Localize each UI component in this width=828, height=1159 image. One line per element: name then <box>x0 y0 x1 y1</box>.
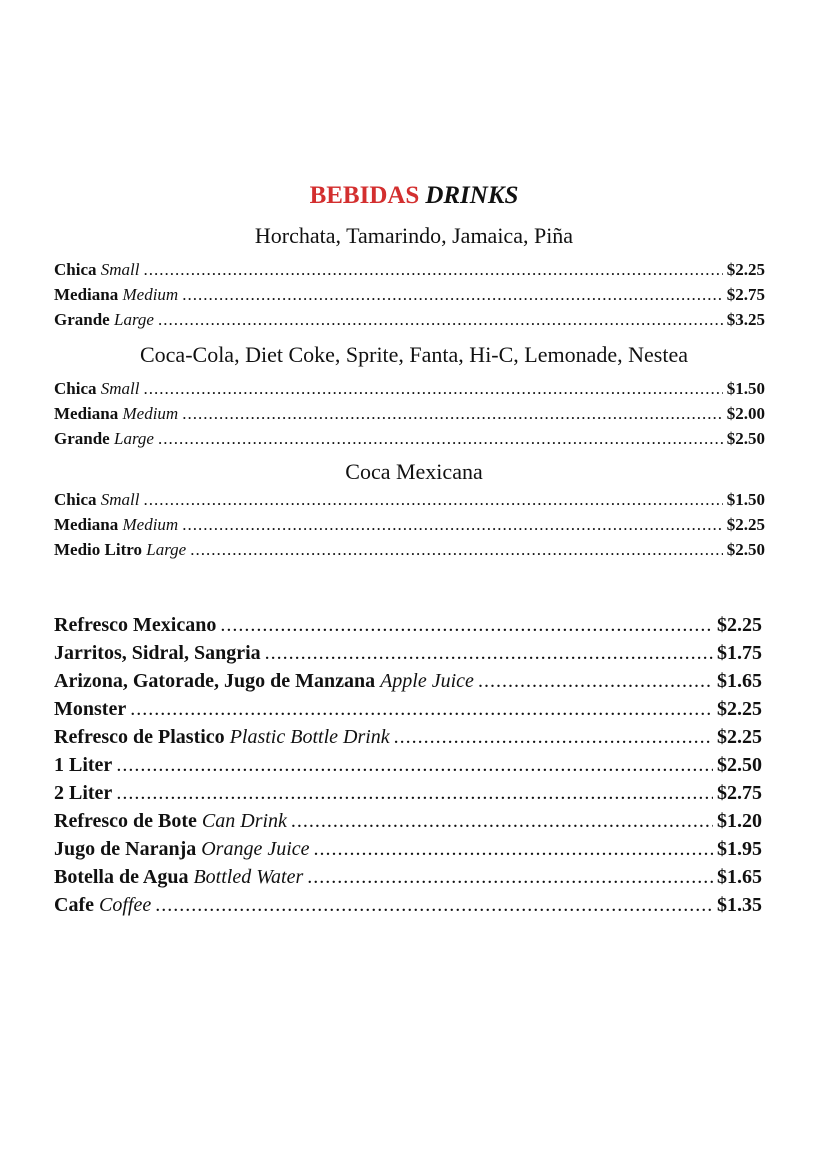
item-translation: Small <box>100 260 140 279</box>
item-name: Monster <box>54 698 127 720</box>
item-translation: Orange Juice <box>201 838 310 860</box>
item-translation: Large <box>146 540 187 559</box>
item-price: $2.25 <box>717 614 762 636</box>
dot-leader <box>116 751 713 779</box>
dot-leader <box>158 427 723 451</box>
menu-item-row <box>54 377 765 401</box>
item-translation: Large <box>113 429 154 448</box>
item-price: $2.00 <box>726 404 765 423</box>
section-heading-sodas: Coca-Cola, Diet Coke, Sprite, Fanta, Hi-C, Lemonade, Nestea <box>139 342 689 367</box>
item-price: $2.50 <box>726 540 765 559</box>
menu-item-row <box>54 427 765 451</box>
item-name: 2 Liter <box>54 782 113 804</box>
item-name: Chica <box>54 379 97 398</box>
item-name: Grande <box>54 310 110 329</box>
menu-item-row <box>54 488 765 512</box>
dot-leader <box>265 639 713 667</box>
menu-item-row <box>54 513 765 537</box>
item-translation: Can Drink <box>201 810 287 832</box>
dot-leader <box>182 402 723 426</box>
menu-item-row <box>54 863 762 891</box>
title-spanish: BEBIDAS <box>309 182 420 209</box>
menu-item-row <box>54 835 762 863</box>
menu-item-row <box>54 723 762 751</box>
menu-title <box>0 180 828 212</box>
dot-leader <box>307 863 713 891</box>
menu-item-row <box>54 283 765 307</box>
item-name: Botella de Agua <box>54 866 189 888</box>
item-name: Mediana <box>54 515 119 534</box>
item-price: $2.25 <box>726 515 765 534</box>
item-name: 1 Liter <box>54 754 113 776</box>
dot-leader <box>291 807 713 835</box>
menu-item-row <box>54 538 765 562</box>
dot-leader <box>143 377 722 401</box>
item-price: $2.50 <box>717 754 762 776</box>
dot-leader <box>143 488 722 512</box>
dot-leader <box>478 667 713 695</box>
menu-item-row <box>54 891 762 919</box>
item-price: $2.25 <box>726 260 765 279</box>
item-price: $1.75 <box>717 642 762 664</box>
title-english: DRINKS <box>425 182 519 209</box>
menu-item-row <box>54 667 762 695</box>
item-name: Refresco de Bote <box>54 810 197 832</box>
dot-leader <box>116 779 713 807</box>
item-price: $1.65 <box>717 866 762 888</box>
section-heading-coca-mexicana: Coca Mexicana <box>345 459 483 484</box>
dot-leader <box>314 835 713 863</box>
item-translation: Plastic Bottle Drink <box>229 726 390 748</box>
menu-item-row <box>54 751 762 779</box>
dot-leader <box>182 283 723 307</box>
item-name: Refresco Mexicano <box>54 614 217 636</box>
dot-leader <box>220 611 713 639</box>
item-translation: Coffee <box>98 894 152 916</box>
item-translation: Medium <box>122 404 179 423</box>
item-price: $3.25 <box>726 310 765 329</box>
menu-item-row <box>54 308 765 332</box>
item-price: $1.50 <box>726 490 765 509</box>
dot-leader <box>158 308 723 332</box>
item-translation: Medium <box>122 285 179 304</box>
item-name: Grande <box>54 429 110 448</box>
menu-item-row <box>54 402 765 426</box>
item-name: Mediana <box>54 285 119 304</box>
item-name: Chica <box>54 260 97 279</box>
item-price: $2.75 <box>717 782 762 804</box>
item-price: $1.95 <box>717 838 762 860</box>
item-price: $2.25 <box>717 698 762 720</box>
item-price: $2.50 <box>726 429 765 448</box>
section-heading-aguas-frescas: Horchata, Tamarindo, Jamaica, Piña <box>254 223 574 248</box>
item-name: Refresco de Plastico <box>54 726 225 748</box>
menu-item-row <box>54 779 762 807</box>
menu-item-row <box>54 258 765 282</box>
item-price: $1.35 <box>717 894 762 916</box>
item-price: $2.75 <box>726 285 765 304</box>
item-translation: Medium <box>122 515 179 534</box>
menu-item-row <box>54 639 762 667</box>
item-translation: Bottled Water <box>193 866 304 888</box>
dot-leader <box>143 258 722 282</box>
item-price: $1.20 <box>717 810 762 832</box>
menu-item-row <box>54 611 762 639</box>
item-name: Medio Litro <box>54 540 142 559</box>
item-name: Mediana <box>54 404 119 423</box>
item-translation: Small <box>100 379 140 398</box>
dot-leader <box>182 513 723 537</box>
item-price: $2.25 <box>717 726 762 748</box>
dot-leader <box>130 695 713 723</box>
item-translation: Apple Juice <box>380 670 474 692</box>
item-name: Cafe <box>54 894 94 916</box>
item-name: Jarritos, Sidral, Sangria <box>54 642 261 664</box>
item-name: Arizona, Gatorade, Jugo de Manzana <box>54 670 376 692</box>
menu-item-row <box>54 807 762 835</box>
menu-item-row <box>54 695 762 723</box>
dot-leader <box>394 723 713 751</box>
dot-leader <box>190 538 723 562</box>
item-name: Jugo de Naranja <box>54 838 197 860</box>
item-price: $1.50 <box>726 379 765 398</box>
item-price: $1.65 <box>717 670 762 692</box>
item-translation: Large <box>113 310 154 329</box>
item-translation: Small <box>100 490 140 509</box>
dot-leader <box>155 891 713 919</box>
item-name: Chica <box>54 490 97 509</box>
